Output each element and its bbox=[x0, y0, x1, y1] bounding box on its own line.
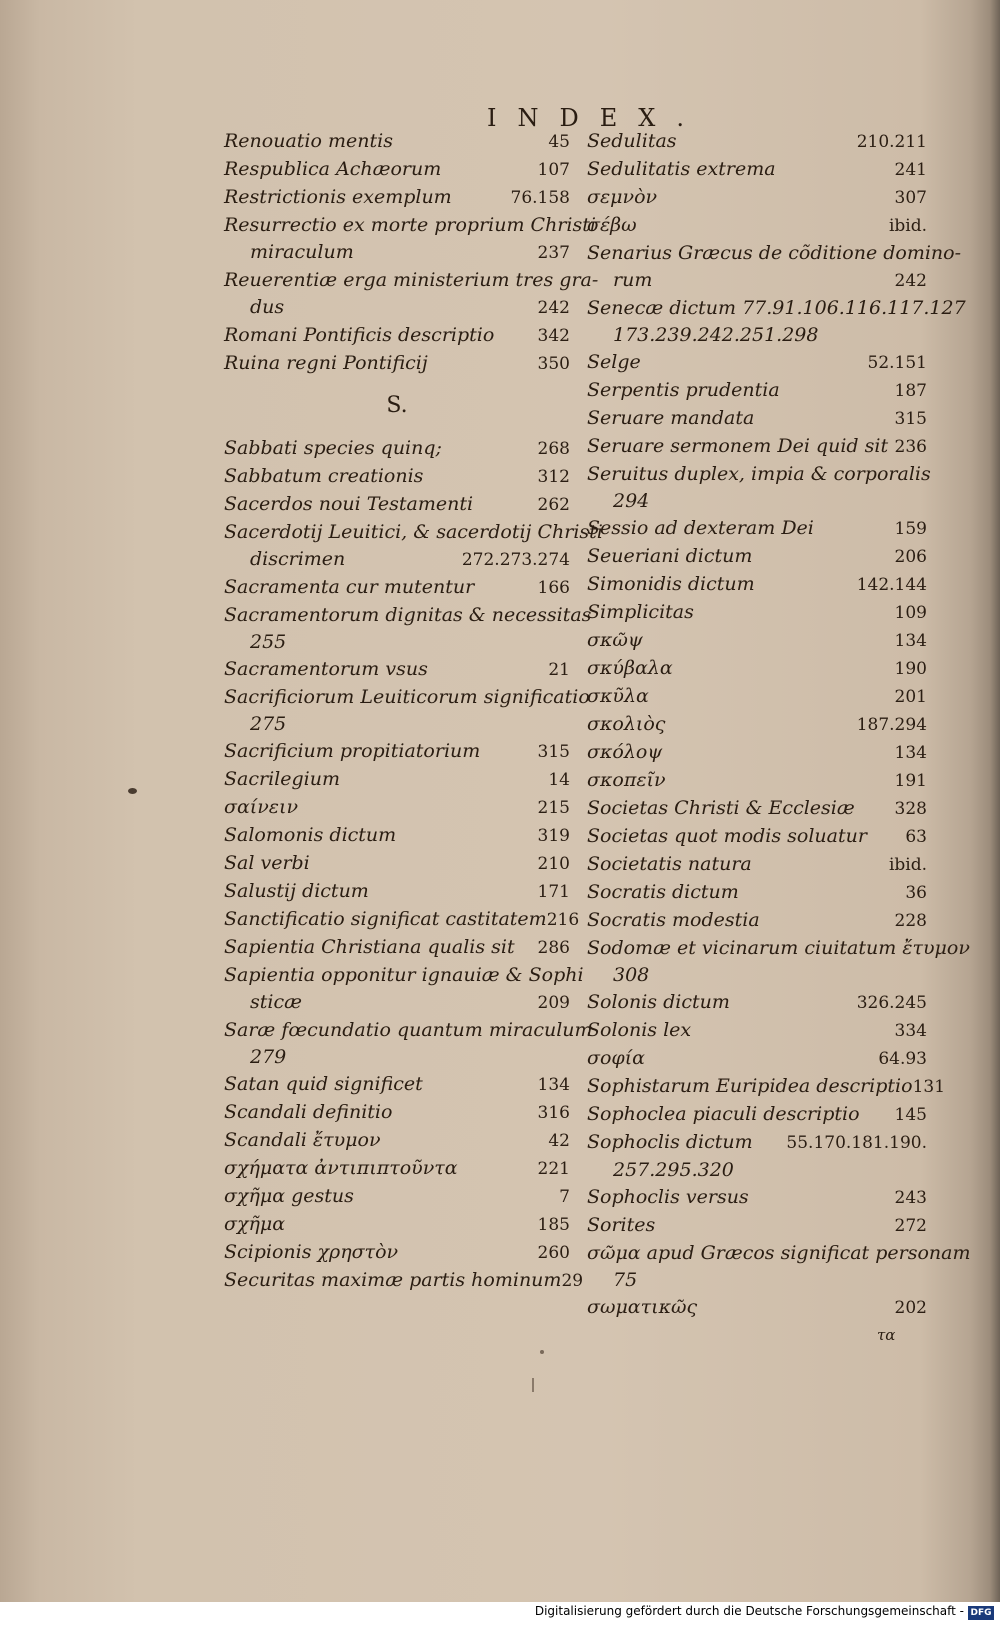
page-reference: 262 bbox=[537, 495, 570, 515]
section-letter-heading: S. bbox=[386, 393, 408, 418]
index-term: σχῆμα bbox=[224, 1213, 286, 1235]
page-reference: 286 bbox=[537, 938, 570, 958]
index-entry bbox=[587, 212, 927, 240]
index-term: Seruare mandata bbox=[587, 407, 755, 429]
index-entry bbox=[224, 267, 599, 322]
page-reference: 36 bbox=[905, 883, 927, 903]
index-term: Sacerdos noui Testamenti bbox=[224, 493, 474, 515]
index-term: Sophoclea piaculi descriptio bbox=[587, 1103, 860, 1125]
index-entry bbox=[587, 823, 927, 851]
index-term: Sedulitatis extrema bbox=[587, 158, 776, 180]
index-entry bbox=[587, 240, 962, 295]
index-entry bbox=[587, 1073, 946, 1101]
index-entry bbox=[587, 907, 927, 935]
page-reference: 316 bbox=[537, 1103, 570, 1123]
index-term: σοφία bbox=[587, 1047, 645, 1069]
index-term: Senecæ dictum 77.91.106.116.117.127 bbox=[587, 297, 966, 319]
index-entry bbox=[224, 656, 570, 684]
page-reference: 166 bbox=[537, 578, 570, 598]
page-reference: 206 bbox=[894, 547, 927, 567]
page-reference: 307 bbox=[894, 188, 927, 208]
index-entry bbox=[224, 574, 570, 602]
index-term: Sanctificatio significat castitatem bbox=[224, 908, 547, 930]
page-reference: 131 bbox=[912, 1077, 946, 1097]
index-term: Scipionis χρηστὸν bbox=[224, 1241, 399, 1263]
page-reference: ibid. bbox=[888, 216, 927, 236]
index-entry bbox=[224, 1017, 593, 1071]
index-entry bbox=[224, 322, 570, 350]
index-term: Scandali ἔτυμον bbox=[224, 1129, 381, 1151]
index-entry bbox=[587, 405, 927, 433]
index-entry bbox=[224, 1183, 570, 1211]
page-reference: 55.170.181.190. bbox=[786, 1133, 927, 1153]
page-reference: 159 bbox=[894, 519, 927, 539]
page-reference: 14 bbox=[548, 770, 570, 790]
index-entry bbox=[224, 684, 590, 738]
index-entry bbox=[587, 1129, 927, 1184]
index-term: σκῶψ bbox=[587, 629, 643, 651]
index-entry bbox=[224, 463, 570, 491]
index-term: Seueriani dictum bbox=[587, 545, 753, 567]
index-term: σεμνὸν bbox=[587, 186, 658, 208]
index-entry bbox=[224, 962, 584, 1017]
index-term: Sacramenta cur mutentur bbox=[224, 576, 475, 598]
index-term: σκολιὸς bbox=[587, 713, 666, 735]
page-reference: 315 bbox=[894, 409, 927, 429]
index-entry bbox=[224, 794, 570, 822]
page-reference: 272.273.274 bbox=[461, 550, 570, 570]
running-head: INDEX. bbox=[487, 104, 705, 132]
page-reference: 187.294 bbox=[856, 715, 927, 735]
index-entry bbox=[224, 878, 570, 906]
page-reference: 268 bbox=[537, 439, 570, 459]
index-term: σῶμα apud Græcos significat personam bbox=[587, 1242, 971, 1264]
page-reference: 242 bbox=[894, 271, 927, 291]
index-term: Societas quot modis soluatur bbox=[587, 825, 867, 847]
index-entry bbox=[587, 795, 927, 823]
index-term: Sacramentorum vsus bbox=[224, 658, 428, 680]
index-term: σκύβαλα bbox=[587, 657, 673, 679]
ink-blot bbox=[128, 788, 137, 794]
index-term: Sacrilegium bbox=[224, 768, 340, 790]
index-term: Simplicitas bbox=[587, 601, 694, 623]
index-entry bbox=[224, 850, 570, 878]
index-term-continuation: discrimen bbox=[250, 548, 346, 570]
page-reference: 202 bbox=[894, 1298, 927, 1318]
index-entry bbox=[224, 766, 570, 794]
index-term: Securitas maximæ partis hominum bbox=[224, 1269, 562, 1291]
index-entry bbox=[587, 711, 927, 739]
page-reference: 64.93 bbox=[878, 1049, 927, 1069]
page-reference: 190 bbox=[894, 659, 927, 679]
index-entry bbox=[587, 461, 931, 515]
page-reference: 185 bbox=[537, 1215, 570, 1235]
page-reference: 187 bbox=[894, 381, 927, 401]
index-term: σχῆμα gestus bbox=[224, 1185, 354, 1207]
index-entry bbox=[587, 627, 927, 655]
index-entry bbox=[587, 683, 927, 711]
index-entry bbox=[224, 212, 596, 267]
index-term: Solonis dictum bbox=[587, 991, 730, 1013]
index-entry bbox=[587, 989, 927, 1017]
page-reference: 145 bbox=[894, 1105, 927, 1125]
index-term: Sapientia Christiana qualis sit bbox=[224, 936, 515, 958]
index-term: Sedulitas bbox=[587, 130, 677, 152]
page-reference: 107 bbox=[537, 160, 570, 180]
index-term: Sabbatum creationis bbox=[224, 465, 424, 487]
index-entry bbox=[587, 1240, 971, 1294]
index-entry bbox=[587, 851, 927, 879]
index-term: Sapientia opponitur ignauiæ & Sophi bbox=[224, 964, 584, 986]
page-reference: 63 bbox=[905, 827, 927, 847]
index-term: σκόλοψ bbox=[587, 741, 663, 763]
index-term: Resurrectio ex morte proprium Christi bbox=[224, 214, 596, 236]
index-entry bbox=[587, 767, 927, 795]
catchword: τα bbox=[877, 1326, 896, 1344]
index-term-continuation: sticæ bbox=[250, 991, 302, 1013]
index-term: Sacrificium propitiatorium bbox=[224, 740, 481, 762]
page-reference: 7 bbox=[559, 1187, 570, 1207]
page-reference: 334 bbox=[894, 1021, 927, 1041]
index-entry bbox=[224, 128, 570, 156]
index-term: Saræ fœcundatio quantum miraculum bbox=[224, 1019, 593, 1041]
page-reference: 326.245 bbox=[856, 993, 927, 1013]
page-reference: 319 bbox=[537, 826, 570, 846]
index-entry bbox=[587, 377, 927, 405]
page-reference: 191 bbox=[894, 771, 927, 791]
index-entry bbox=[587, 935, 970, 989]
index-entry bbox=[587, 1294, 927, 1322]
page-reference: 29 bbox=[561, 1271, 584, 1291]
index-entry bbox=[587, 739, 927, 767]
index-term: Simonidis dictum bbox=[587, 573, 755, 595]
page-reference: 171 bbox=[537, 882, 570, 902]
index-term-continuation: 294 bbox=[613, 490, 650, 512]
page-reference: 350 bbox=[537, 354, 570, 374]
page-reference: 142.144 bbox=[856, 575, 927, 595]
index-entry bbox=[587, 543, 927, 571]
index-entry bbox=[224, 906, 580, 934]
index-entry bbox=[587, 1212, 927, 1240]
index-term: Sophistarum Euripidea descriptio bbox=[587, 1075, 913, 1097]
page-reference: 237 bbox=[537, 243, 570, 263]
page-reference: 315 bbox=[537, 742, 570, 762]
index-term: Serpentis prudentia bbox=[587, 379, 780, 401]
index-term: Socratis modestia bbox=[587, 909, 760, 931]
index-term-continuation: dus bbox=[250, 296, 285, 318]
dfg-logo: DFG bbox=[968, 1606, 994, 1620]
index-entry bbox=[224, 1239, 570, 1267]
page-reference: 216 bbox=[546, 910, 580, 930]
index-entry bbox=[587, 1045, 927, 1073]
page-reference: 134 bbox=[894, 631, 927, 651]
page-reference: 42 bbox=[548, 1131, 570, 1151]
index-entry bbox=[224, 1127, 570, 1155]
index-entry bbox=[587, 515, 927, 543]
page-edge bbox=[990, 0, 1000, 1602]
index-entry bbox=[224, 1155, 570, 1183]
page-reference: 210 bbox=[537, 854, 570, 874]
index-entry bbox=[224, 435, 570, 463]
index-term: Sabbati species quinq; bbox=[224, 437, 442, 459]
page-reference: 134 bbox=[894, 743, 927, 763]
page-reference: 221 bbox=[537, 1159, 570, 1179]
index-entry bbox=[224, 156, 570, 184]
index-entry bbox=[224, 519, 603, 574]
index-term: Salustij dictum bbox=[224, 880, 369, 902]
page-reference: 215 bbox=[537, 798, 570, 818]
page-reference: 45 bbox=[548, 132, 570, 152]
index-entry bbox=[224, 184, 570, 212]
index-term: σκῦλα bbox=[587, 685, 649, 707]
index-term: Sacrificiorum Leuiticorum significatio bbox=[224, 686, 590, 708]
index-term-continuation: miraculum bbox=[250, 241, 354, 263]
page-reference: 272 bbox=[894, 1216, 927, 1236]
page-reference: 134 bbox=[537, 1075, 570, 1095]
page-reference: 342 bbox=[537, 326, 570, 346]
index-term: σέβω bbox=[587, 214, 637, 236]
index-term-continuation: 75 bbox=[613, 1269, 638, 1291]
index-entry bbox=[587, 1017, 927, 1045]
index-entry bbox=[587, 156, 927, 184]
index-term: Sal verbi bbox=[224, 852, 310, 874]
page-reference: 201 bbox=[894, 687, 927, 707]
index-entry bbox=[587, 599, 927, 627]
page-reference: 52.151 bbox=[867, 353, 927, 373]
index-entry bbox=[587, 128, 927, 156]
index-term: Solonis lex bbox=[587, 1019, 692, 1041]
page-reference: 228 bbox=[894, 911, 927, 931]
index-term: Societas Christi & Ecclesiæ bbox=[587, 797, 855, 819]
index-term: σωματικῶς bbox=[587, 1296, 698, 1318]
index-term: Satan quid significet bbox=[224, 1073, 423, 1095]
page-reference: 210.211 bbox=[856, 132, 927, 152]
index-entry bbox=[224, 602, 592, 656]
index-term-continuation: 173.239.242.251.298 bbox=[613, 324, 819, 346]
ink-mark bbox=[532, 1378, 534, 1392]
index-entry bbox=[587, 571, 927, 599]
index-entry bbox=[224, 738, 570, 766]
page-reference: 241 bbox=[894, 160, 927, 180]
index-term: Restrictionis exemplum bbox=[224, 186, 452, 208]
index-term-continuation: 275 bbox=[250, 713, 287, 735]
index-term: σκοπεῖν bbox=[587, 769, 666, 791]
index-term-continuation: rum bbox=[613, 269, 653, 291]
index-entry bbox=[587, 184, 927, 212]
index-entry bbox=[587, 349, 927, 377]
index-term: Sodomæ et vicinarum ciuitatum ἔτυμον bbox=[587, 937, 970, 959]
index-entry bbox=[587, 1184, 927, 1212]
index-term: Respublica Achæorum bbox=[224, 158, 442, 180]
index-term: Seruare sermonem Dei quid sit bbox=[587, 435, 889, 457]
index-term: Sophoclis dictum bbox=[587, 1131, 753, 1153]
index-term: Ruina regni Pontificij bbox=[224, 352, 428, 374]
index-entry bbox=[224, 1099, 570, 1127]
index-column-right bbox=[587, 128, 971, 1322]
page-reference: 236 bbox=[894, 437, 927, 457]
index-entry bbox=[587, 295, 966, 349]
index-term: Sophoclis versus bbox=[587, 1186, 749, 1208]
index-entry bbox=[224, 822, 570, 850]
page-reference: 242 bbox=[537, 298, 570, 318]
index-term: Sacramentorum dignitas & necessitas bbox=[224, 604, 592, 626]
page-reference: 109 bbox=[894, 603, 927, 623]
index-term-continuation: 255 bbox=[250, 631, 287, 653]
index-entry bbox=[224, 1071, 570, 1099]
index-term: Salomonis dictum bbox=[224, 824, 397, 846]
index-entry bbox=[224, 491, 570, 519]
index-entry bbox=[224, 350, 570, 378]
page-reference: 312 bbox=[537, 467, 570, 487]
index-term: Socratis dictum bbox=[587, 881, 739, 903]
page-reference: 76.158 bbox=[510, 188, 570, 208]
index-entry bbox=[224, 934, 570, 962]
ink-speck bbox=[540, 1350, 544, 1354]
funding-credit: Digitalisierung gefördert durch die Deutsche Forschungsgemeinschaft - bbox=[534, 1604, 964, 1618]
index-term: Sessio ad dexteram Dei bbox=[587, 517, 814, 539]
index-entry bbox=[587, 433, 927, 461]
index-term: Renouatio mentis bbox=[224, 130, 393, 152]
index-term: σχήματα ἀντιπιπτοῦντα bbox=[224, 1157, 458, 1179]
index-term: Societatis natura bbox=[587, 853, 752, 875]
index-term-continuation: 279 bbox=[250, 1046, 287, 1068]
index-entry bbox=[587, 879, 927, 907]
index-term: Seruitus duplex, impia & corporalis bbox=[587, 463, 931, 485]
index-term: Sacerdotij Leuitici, & sacerdotij Christi bbox=[224, 521, 603, 543]
index-term: Sorites bbox=[587, 1214, 656, 1236]
page-reference: ibid. bbox=[888, 855, 927, 875]
index-column-left bbox=[224, 128, 603, 1295]
digitization-footer bbox=[0, 1602, 1000, 1625]
page-reference: 260 bbox=[537, 1243, 570, 1263]
index-term: Reuerentiæ erga ministerium tres gra- bbox=[224, 269, 599, 291]
index-term-continuation: 308 bbox=[613, 964, 650, 986]
page-reference: 243 bbox=[894, 1188, 927, 1208]
index-term: Senarius Græcus de cõditione domino- bbox=[587, 242, 962, 264]
page-reference: 209 bbox=[537, 993, 570, 1013]
page-reference: 328 bbox=[894, 799, 927, 819]
page-reference: 21 bbox=[548, 660, 570, 680]
index-term: Selge bbox=[587, 351, 641, 373]
index-entry bbox=[587, 655, 927, 683]
index-term: σαίνειν bbox=[224, 796, 298, 818]
index-entry bbox=[587, 1101, 927, 1129]
index-term-continuation: 257.295.320 bbox=[613, 1159, 734, 1181]
index-entry bbox=[224, 1267, 584, 1295]
index-entry bbox=[224, 1211, 570, 1239]
index-term: Scandali definitio bbox=[224, 1101, 393, 1123]
index-term: Romani Pontificis descriptio bbox=[224, 324, 495, 346]
